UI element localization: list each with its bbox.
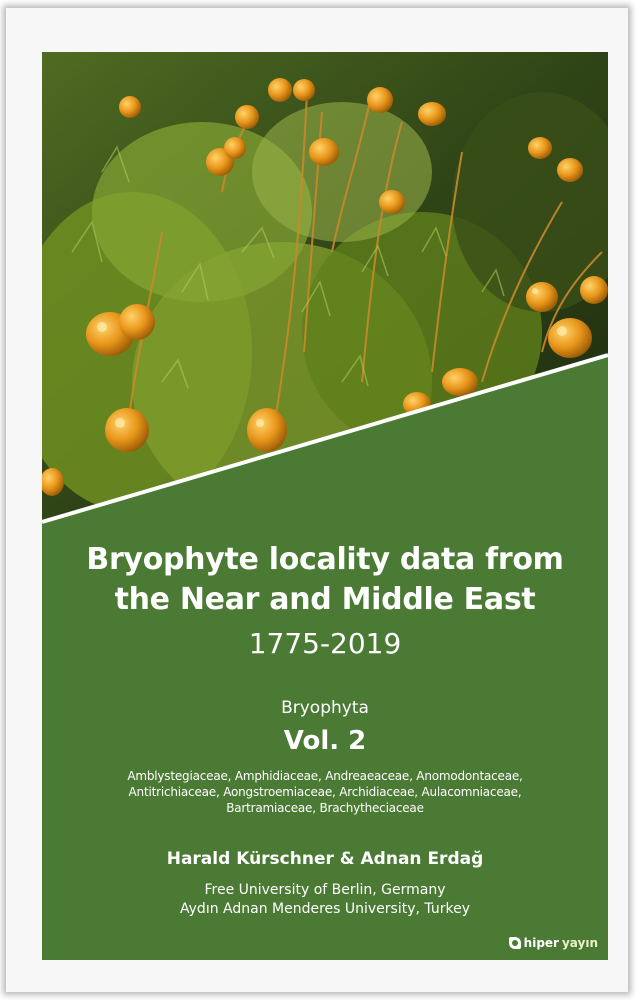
- book-cover: [42, 52, 608, 960]
- family-list: [60, 768, 590, 816]
- family-list-line-1: Amblystegiaceae, Amphidiaceae, Andreaeaceae, Anomodontaceae,: [127, 769, 523, 783]
- family-list-line-2: Antitrichiaceae, Aongstroemiaceae, Archidiaceae, Aulacomniaceae,: [128, 785, 522, 799]
- book-frame: [6, 8, 628, 992]
- publisher-name-part1: hiper: [523, 936, 559, 950]
- moss-photo-art: [42, 52, 608, 532]
- publisher-logo: [509, 936, 598, 950]
- title-line-1: Bryophyte locality data from: [86, 542, 564, 577]
- publisher-name-part2: yayın: [561, 936, 598, 950]
- title-line-2: the Near and Middle East: [114, 582, 536, 617]
- affiliation-1: Free University of Berlin, Germany: [204, 882, 446, 898]
- subtitle: Bryophyta: [281, 698, 369, 718]
- year-range: 1775-2019: [248, 627, 402, 660]
- authors: Harald Kürschner & Adnan Erdağ: [166, 849, 484, 869]
- publisher-icon: [509, 937, 521, 949]
- moss-photo: [42, 52, 608, 532]
- book-title: [42, 540, 608, 620]
- family-list-line-3: Bartramiaceae, Brachytheciaceae: [226, 801, 424, 815]
- volume-label: Vol. 2: [283, 726, 367, 756]
- affiliation-2: Aydın Adnan Menderes University, Turkey: [180, 901, 470, 917]
